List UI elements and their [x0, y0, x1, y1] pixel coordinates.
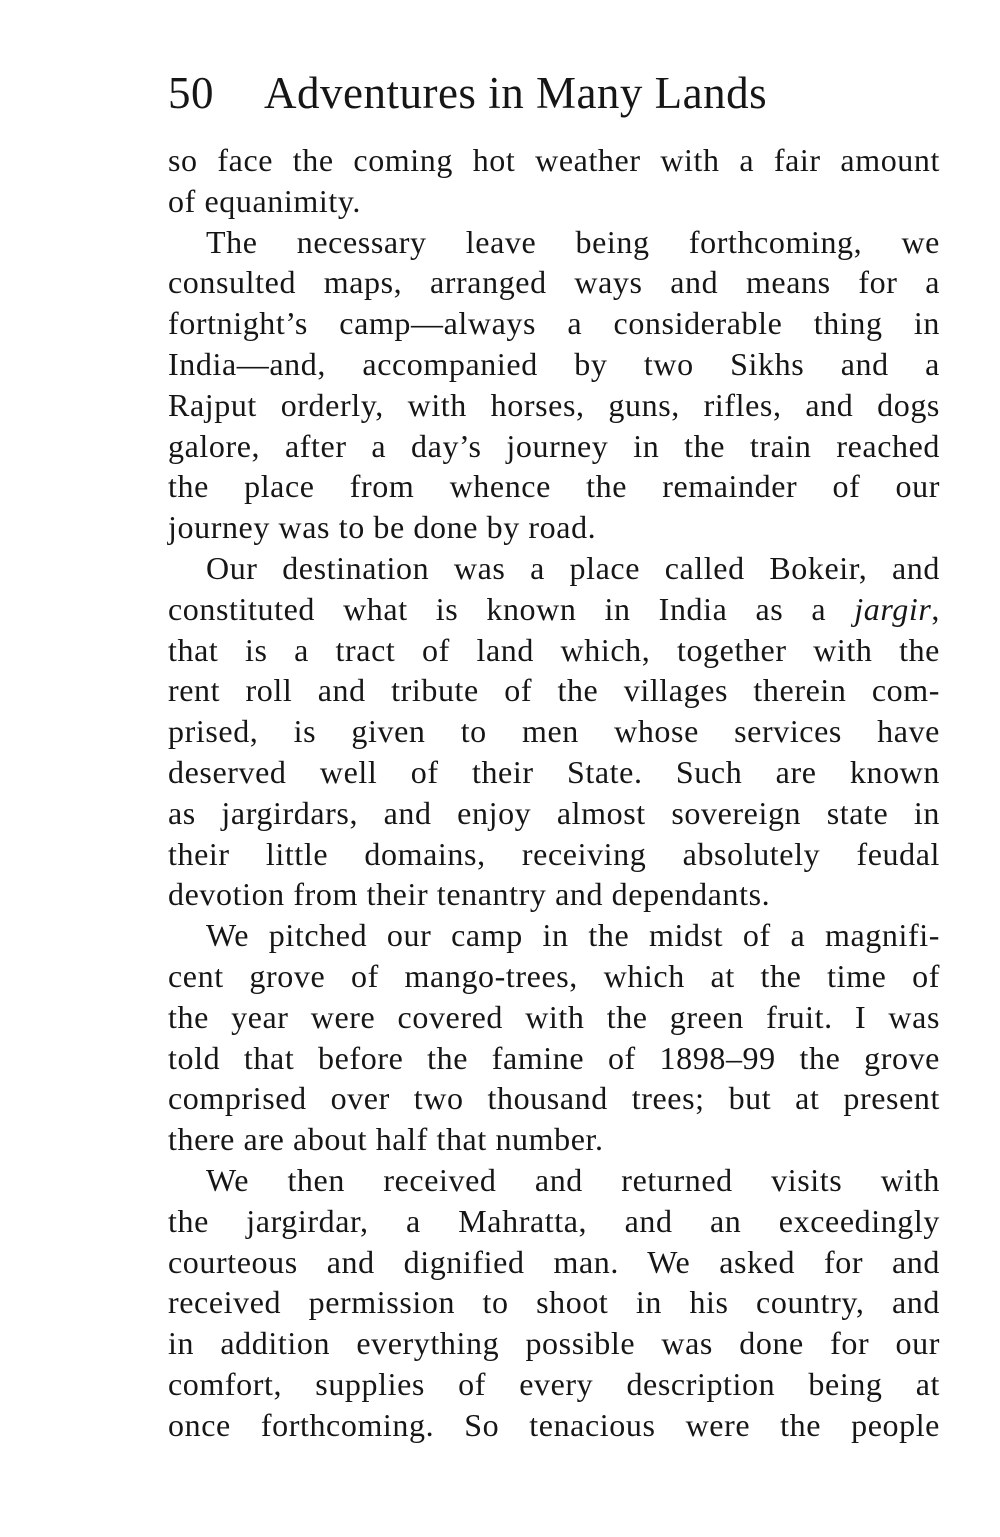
paragraph-2 [168, 222, 940, 548]
text-line: the place from whence the remainder of our [168, 468, 940, 505]
text-line: We then received and returned visits with [206, 1161, 940, 1198]
text-line: comfort, supplies of every description being at [168, 1365, 940, 1402]
paragraph-5 [168, 1160, 940, 1446]
text-line: Our destination was a place called Bokeir, and [206, 549, 940, 586]
body-text [168, 140, 940, 1446]
text-line: We pitched our camp in the midst of a magnifi- [206, 917, 940, 954]
text-line: as jargirdars, and enjoy almost sovereign state in [168, 794, 940, 831]
text-line: so face the coming hot weather with a fair amount [168, 142, 940, 178]
paragraph-4 [168, 915, 940, 1160]
text-line: the jargirdar, a Mahratta, and an exceedingly [168, 1202, 940, 1239]
text-line: devotion from their tenantry and dependants. [168, 876, 771, 913]
text-line: there are about half that number. [168, 1121, 604, 1158]
text-line: fortnight’s camp—always a considerable thing in [168, 305, 940, 342]
page-number: 50 [168, 68, 214, 118]
text-line: received permission to shoot in his country, and [168, 1284, 940, 1321]
text-line: their little domains, receiving absolutely feudal [168, 835, 940, 872]
text-line: comprised over two thousand trees; but at present [168, 1080, 940, 1117]
paragraph-1 [168, 140, 940, 222]
text-line: in addition everything possible was done for our [168, 1325, 940, 1362]
text-line: deserved well of their State. Such are known [168, 753, 940, 790]
text-line: journey was to be done by road. [168, 509, 597, 546]
text-line: India—and, accompanied by two Sikhs and a [168, 345, 940, 382]
text-line: prised, is given to men whose services have [168, 713, 940, 750]
italic-term: jargir [854, 590, 932, 627]
text-line: of equanimity. [168, 182, 361, 219]
text-line: that is a tract of land which, together with the [168, 631, 940, 668]
text-line: cent grove of mango-trees, which at the time of [168, 957, 940, 994]
text-line: The necessary leave being forthcoming, we [206, 223, 940, 260]
running-title: Adventures in Many Lands [264, 68, 768, 118]
text-line: Rajput orderly, with horses, guns, rifles, and dogs [168, 386, 940, 423]
text-line: constituted what is known in India as a jargir, [168, 590, 940, 627]
text-line: courteous and dignified man. We asked for and [168, 1243, 940, 1280]
text-line: the year were covered with the green fruit. I was [168, 998, 940, 1035]
running-head [168, 58, 940, 128]
text-line: rent roll and tribute of the villages therein com- [168, 672, 940, 709]
text-line: consulted maps, arranged ways and means for a [168, 264, 940, 301]
text-line: once forthcoming. So tenacious were the people [168, 1406, 940, 1443]
paragraph-3 [168, 548, 940, 915]
text-line: told that before the famine of 1898–99 the grove [168, 1039, 940, 1076]
text-line: galore, after a day’s journey in the train reached [168, 427, 940, 464]
